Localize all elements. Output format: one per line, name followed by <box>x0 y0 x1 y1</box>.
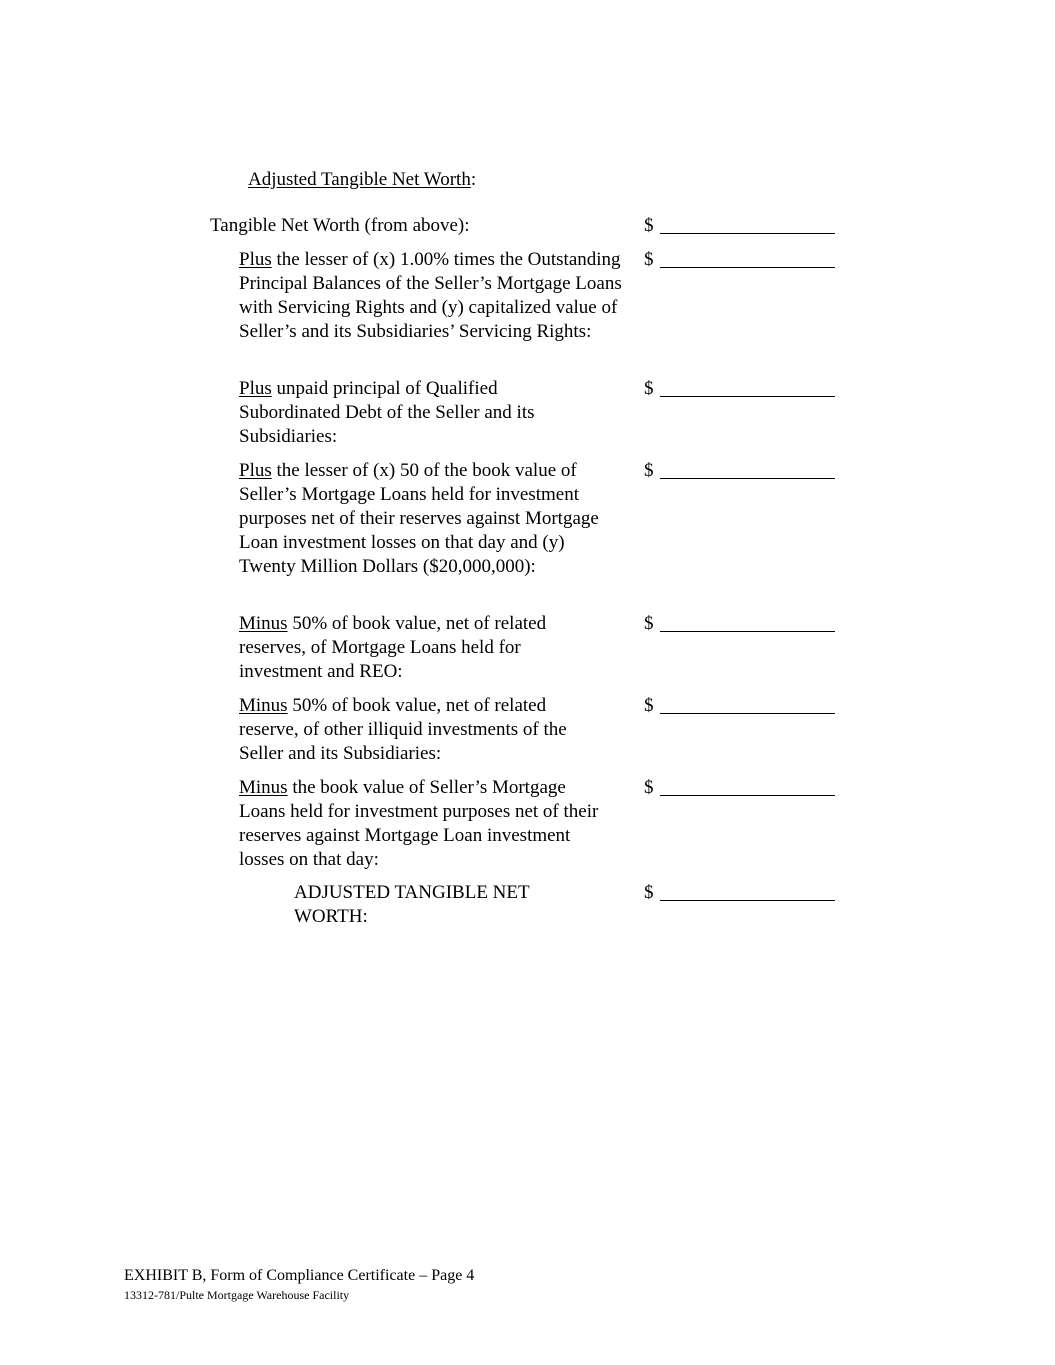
line-item-label: Minus 50% of book value, net of related reserve, of other illiquid investments of the Seller and its Subsidiaries: <box>239 695 567 764</box>
line-item-label: Plus the lesser of (x) 1.00% times the Outstanding Principal Balances of the Seller’s Mortgage Loans with Servicing Rights and (y) capitalized value of Seller’s and its Subsidiaries’ Servicing Rights: <box>239 249 622 342</box>
section-heading-colon: : <box>470 169 477 190</box>
page-footer: EXHIBIT B, Form of Compliance Certificate – Page 4 <box>124 1267 475 1284</box>
amount-field-adjusted-total <box>644 881 835 905</box>
line-item-prefix: Plus <box>239 378 272 399</box>
amount-blank-line <box>660 881 835 901</box>
amount-blank-line <box>660 776 835 796</box>
amount-blank-line <box>660 459 835 479</box>
currency-sign: $ <box>644 460 654 481</box>
line-item-label: Minus the book value of Seller’s Mortgage Loans held for investment purposes net of their reserves against Mortgage Loan investment losses on that day: <box>239 777 599 870</box>
amount-field-plus-subordinated-debt <box>644 377 835 401</box>
currency-sign: $ <box>644 882 654 903</box>
amount-field-minus-reo <box>644 612 835 636</box>
amount-blank-line <box>660 694 835 714</box>
document-reference: 13312-781/Pulte Mortgage Warehouse Facility <box>124 1288 350 1302</box>
line-item-label: Tangible Net Worth (from above): <box>210 215 470 236</box>
currency-sign: $ <box>644 378 654 399</box>
section-heading-title: Adjusted Tangible Net Worth <box>248 169 471 190</box>
line-item-prefix: Minus <box>239 777 288 798</box>
currency-sign: $ <box>644 613 654 634</box>
line-item-label: Plus the lesser of (x) 50 of the book value of Seller’s Mortgage Loans held for investment purposes net of their reserves against Mortgage Loan investment losses on that day and (y) Twenty Million Dollars ($20,000,000): <box>239 460 599 577</box>
line-item-label: ADJUSTED TANGIBLE NET WORTH: <box>294 882 530 927</box>
amount-blank-line <box>660 214 835 234</box>
currency-sign: $ <box>644 695 654 716</box>
amount-blank-line <box>660 377 835 397</box>
currency-sign: $ <box>644 215 654 236</box>
line-item-prefix: Plus <box>239 460 272 481</box>
amount-blank-line <box>660 248 835 268</box>
line-item-label: Plus unpaid principal of Qualified Subordinated Debt of the Seller and its Subsidiaries: <box>239 378 535 447</box>
amount-field-minus-investment-loans <box>644 776 835 800</box>
line-item-prefix: Plus <box>239 249 272 270</box>
amount-field-tangible-net-worth <box>644 214 835 238</box>
amount-field-plus-investment-loans <box>644 459 835 483</box>
amount-blank-line <box>660 612 835 632</box>
amount-field-minus-illiquid-investments <box>644 694 835 718</box>
amount-field-plus-servicing-rights <box>644 248 835 272</box>
line-item-prefix: Minus <box>239 695 288 716</box>
section-heading <box>248 168 476 192</box>
currency-sign: $ <box>644 249 654 270</box>
currency-sign: $ <box>644 777 654 798</box>
line-item-prefix: Minus <box>239 613 288 634</box>
line-item-label: Minus 50% of book value, net of related reserves, of Mortgage Loans held for investment and REO: <box>239 613 547 682</box>
